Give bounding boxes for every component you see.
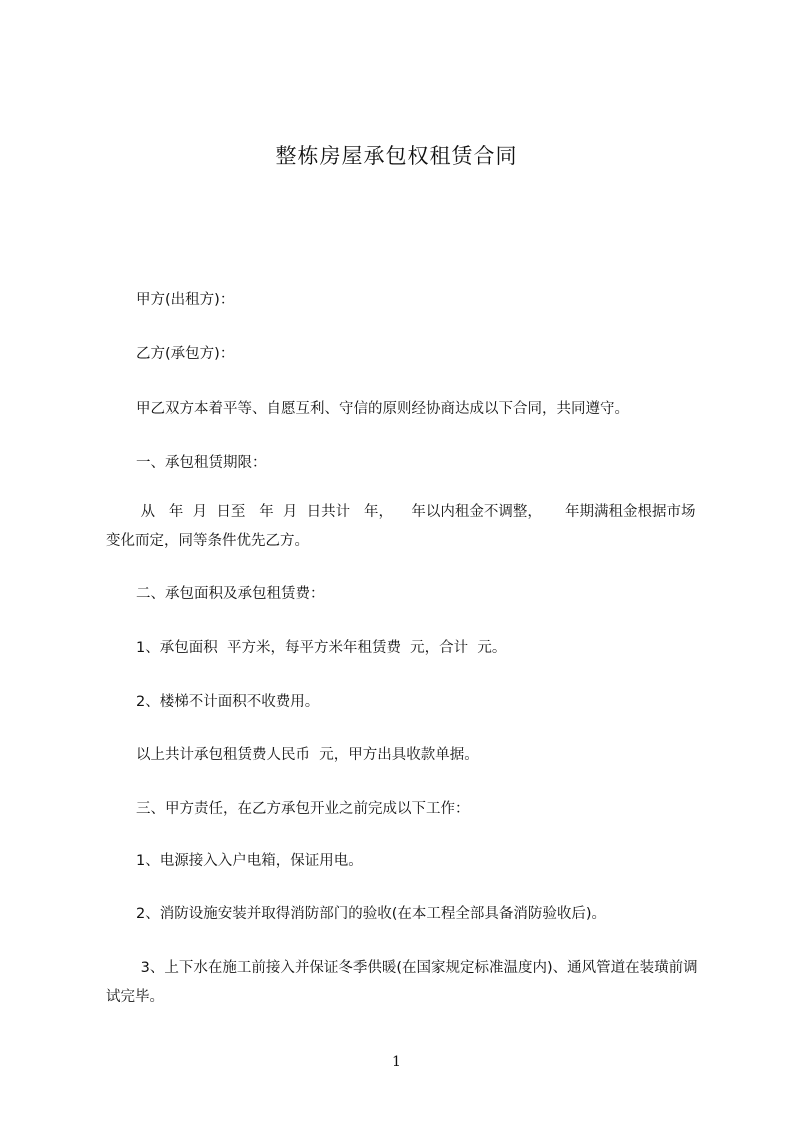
area-fee-item-1: 1、承包面积 平方米，每平方米年租赁费 元，合计 元。 [136,640,507,656]
document-title: 整栋房屋承包权租赁合同 [275,144,518,168]
total-fee-paragraph: 以上共计承包租赁费人民币 元，甲方出具收款单据。 [136,747,479,763]
lease-term-paragraph: 从 年 月 日至 年 月 日共计 年， 年以内租金不调整， 年期满租金根据市场变化而定，同等条件优先乙方。 [106,504,696,549]
area-fee-item-2: 2、楼梯不计面积不收费用。 [136,694,320,710]
section-1-heading: 一、承包租赁期限： [136,455,267,471]
section-3-heading: 三、甲方责任，在乙方承包开业之前完成以下工作： [136,801,470,817]
duty-item-1: 1、电源接入入户电箱，保证用电。 [136,853,363,869]
page-number: 1 [392,1054,401,1070]
section-2-heading: 二、承包面积及承包租赁费： [136,586,325,602]
preamble-paragraph: 甲乙双方本着平等、自愿互利、守信的原则经协商达成以下合同，共同遵守。 [136,401,629,417]
duty-item-2: 2、消防设施安装并取得消防部门的验收(在本工程全部具备消防验收后)。 [136,906,607,922]
party-b-line: 乙方(承包方)： [136,346,235,362]
party-a-line: 甲方(出租方)： [136,292,235,308]
duty-item-3: 3、上下水在施工前接入并保证冬季供暖(在国家规定标准温度内)、通风管道在装璜前调试完毕。 [106,960,698,1005]
